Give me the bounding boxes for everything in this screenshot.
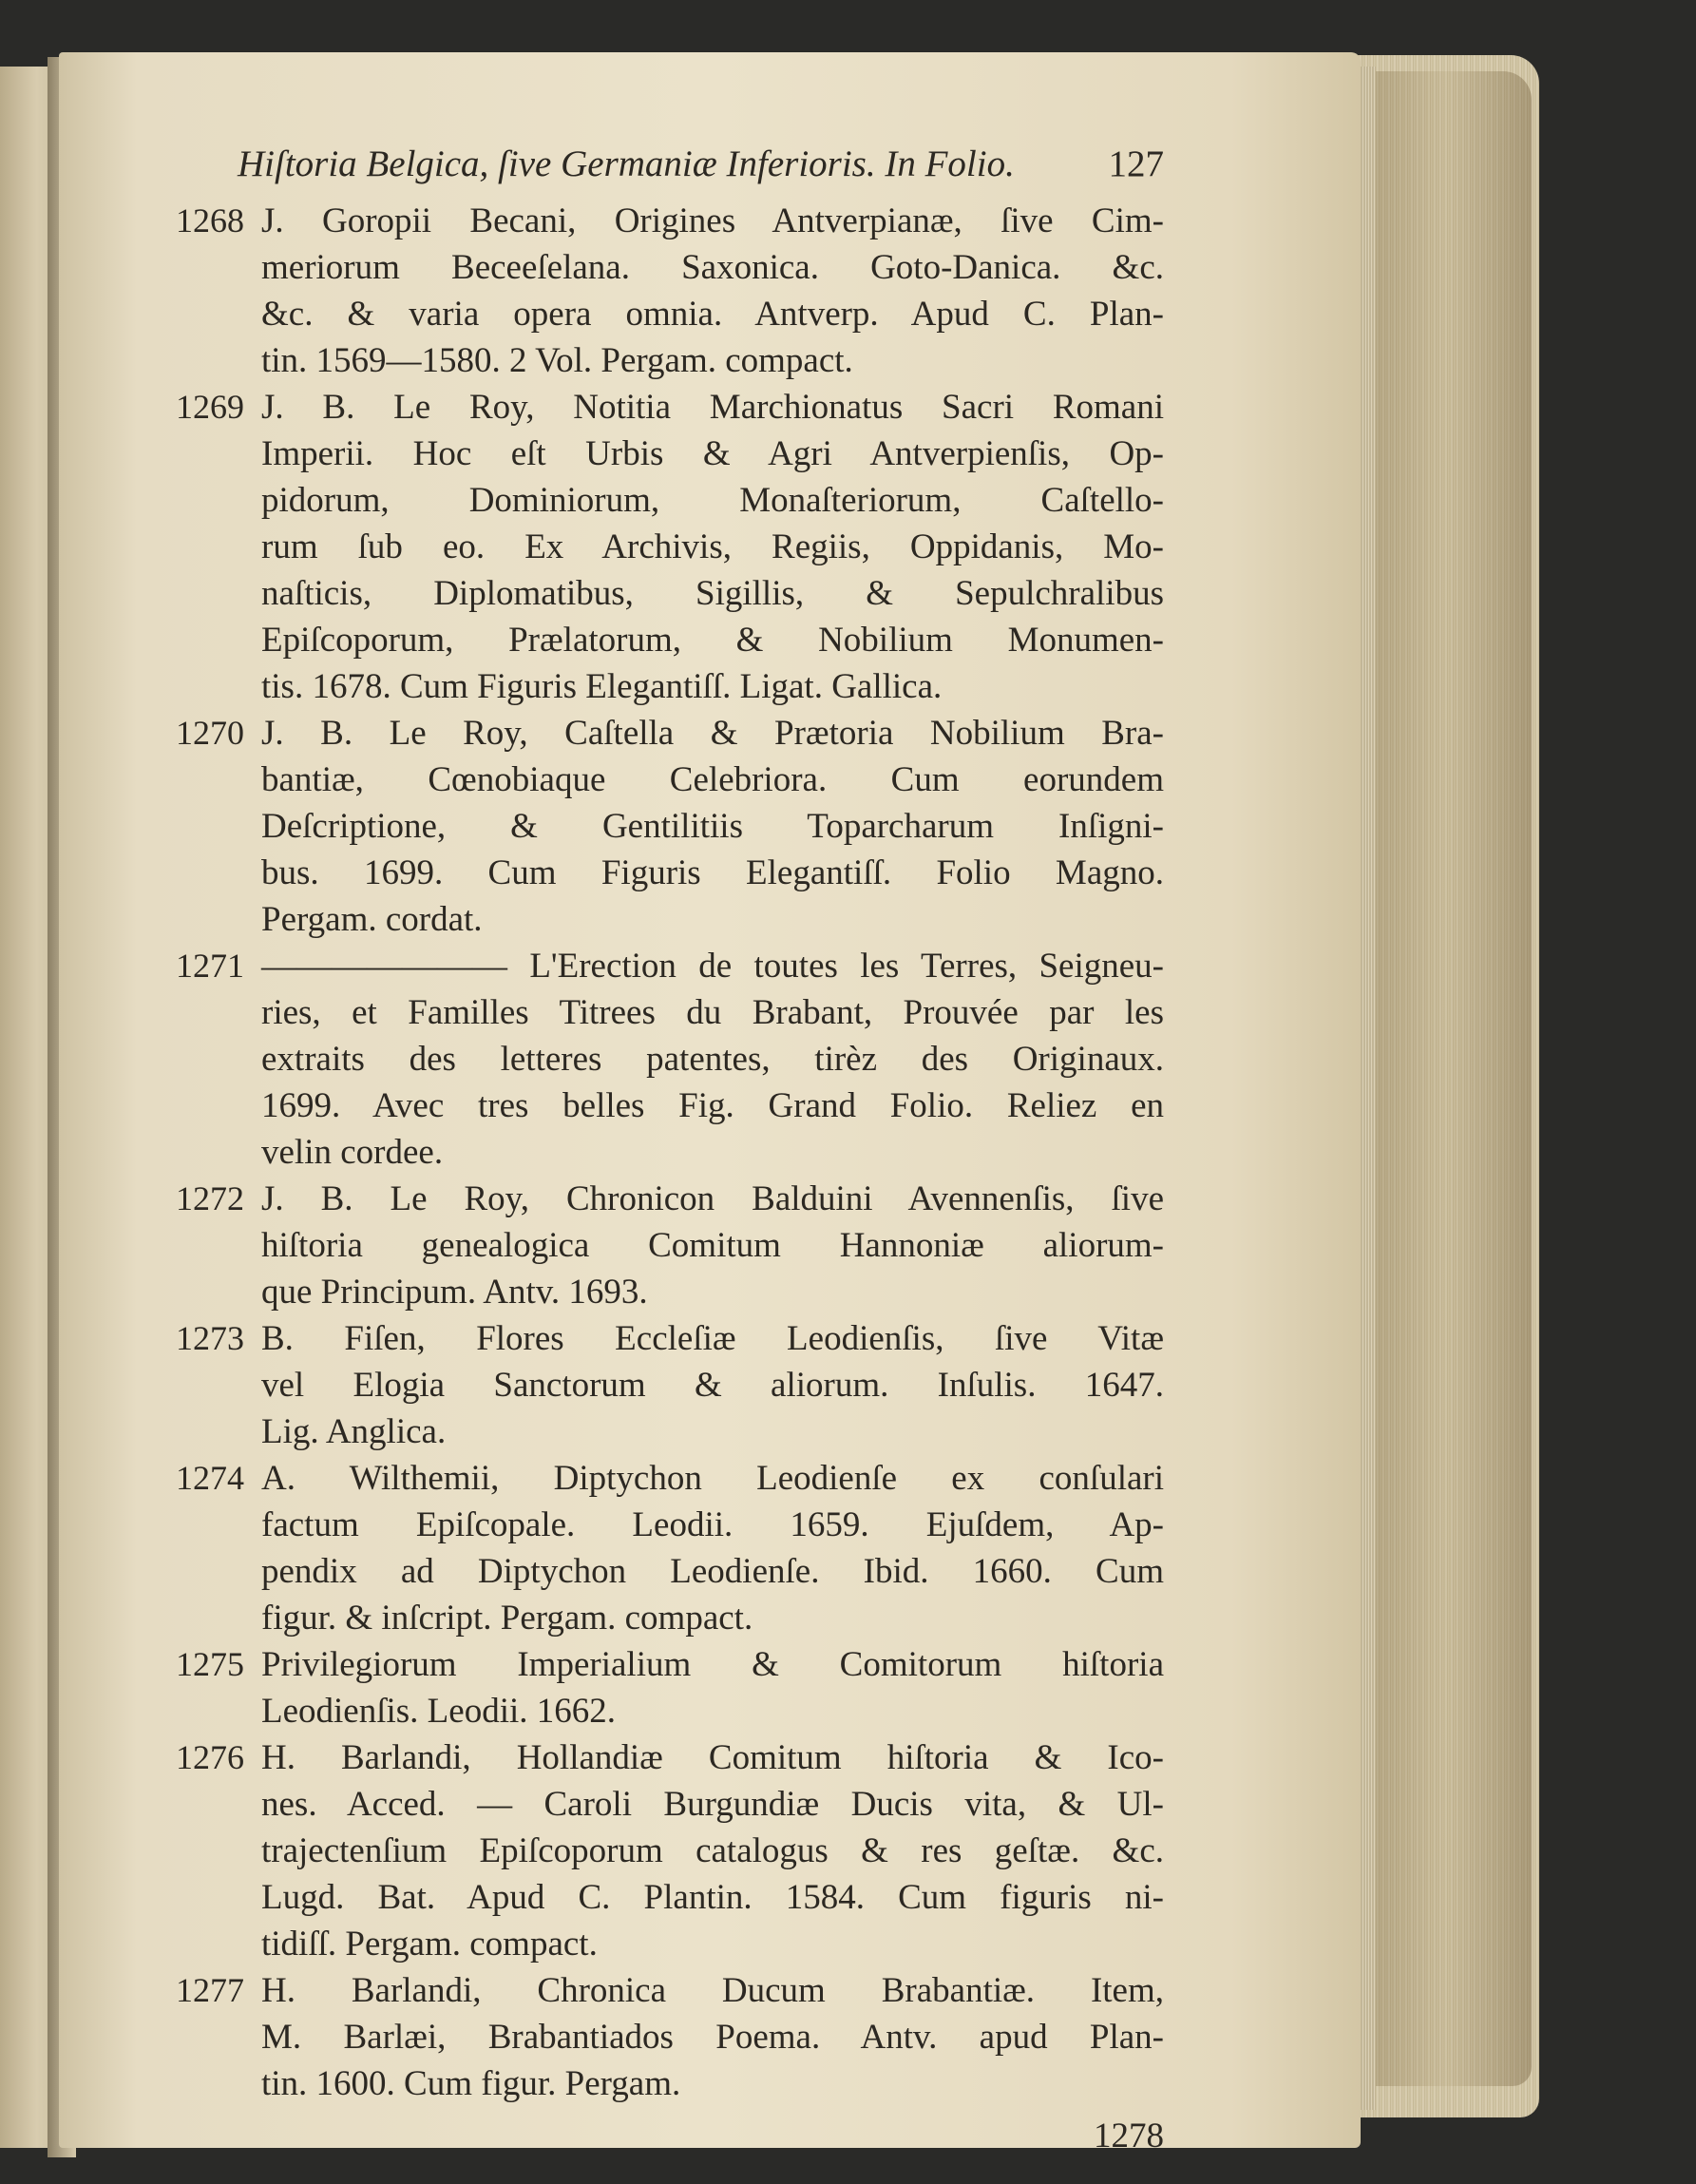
entry-line: tidiſſ. Pergam. compact. — [261, 1925, 598, 1964]
entry-line: Lig. Anglica. — [261, 1412, 447, 1451]
entry-line: hiſtoria genealogica Comitum Hannoniæ aliorum- — [261, 1226, 1164, 1265]
entry-line: tin. 1600. Cum figur. Pergam. — [261, 2064, 681, 2103]
entry-line: J. B. Le Roy, Caſtella & Prætoria Nobilium Bra- — [261, 714, 1164, 753]
entry-line: Deſcriptione, & Gentilitiis Toparcharum Inſigni- — [261, 807, 1164, 846]
entry-line: tin. 1569—1580. 2 Vol. Pergam. compact. — [261, 341, 853, 380]
entry-line: &c. & varia opera omnia. Antverp. Apud C. Plan- — [261, 295, 1164, 334]
entry-line: figur. & inſcript. Pergam. compact. — [261, 1599, 753, 1638]
entry-line: Privilegiorum Imperialium & Comitorum hiſtoria — [261, 1645, 1164, 1684]
entry-line: Leodienſis. Leodii. 1662. — [261, 1692, 617, 1731]
entry-line: meriorum Beceeſelana. Saxonica. Goto-Danica. &c. — [261, 248, 1164, 287]
entry-line: 1699. Avec tres belles Fig. Grand Folio. Reliez en — [261, 1086, 1164, 1125]
catalogue-entry — [176, 943, 1164, 1176]
catchword: 1278 — [1094, 2117, 1164, 2155]
entry-line: Pergam. cordat. — [261, 900, 483, 939]
entry-line: pendix ad Diptychon Leodienſe. Ibid. 1660. Cum — [261, 1552, 1164, 1591]
entry-line: Imperii. Hoc eſt Urbis & Agri Antverpienſis, Op- — [261, 434, 1164, 473]
entry-line: J. B. Le Roy, Notitia Marchionatus Sacri Romani — [261, 388, 1164, 427]
entry-line: bantiæ, Cœnobiaque Celebriora. Cum eorundem — [261, 760, 1164, 799]
entry-line: bus. 1699. Cum Figuris Elegantiſſ. Folio Magno. — [261, 853, 1164, 892]
entry-number: 1276 — [176, 1738, 244, 1776]
entry-line: vel Elogia Sanctorum & aliorum. Inſulis. 1647. — [261, 1366, 1164, 1405]
page-number: 127 — [1108, 144, 1164, 184]
entry-line: rum ſub eo. Ex Archivis, Regiis, Oppidanis, Mo- — [261, 527, 1164, 566]
catalogue-entry — [176, 1455, 1164, 1641]
entry-line: A. Wilthemii, Diptychon Leodienſe ex conſulari — [261, 1459, 1164, 1498]
entry-number: 1270 — [176, 714, 244, 752]
entry-line: naſticis, Diplomatibus, Sigillis, & Sepulchralibus — [261, 574, 1164, 613]
entry-line: J. B. Le Roy, Chronicon Balduini Avennenſis, ſive — [261, 1179, 1164, 1218]
entry-line: tis. 1678. Cum Figuris Elegantiſſ. Ligat. Gallica. — [261, 667, 943, 706]
entry-line: pidorum, Dominiorum, Monaſteriorum, Caſtello- — [261, 481, 1164, 520]
entry-line: J. Goropii Becani, Origines Antverpianæ, ſive Cim- — [261, 201, 1164, 240]
entry-line: ries, et Familles Titrees du Brabant, Prouvée par les — [261, 993, 1164, 1032]
catalogue-entry — [176, 1176, 1164, 1315]
catalogue-entry — [176, 198, 1164, 384]
entry-number: 1271 — [176, 947, 244, 985]
entry-number: 1272 — [176, 1179, 244, 1217]
catalogue-entry — [176, 710, 1164, 943]
entry-line: B. Fiſen, Flores Eccleſiæ Leodienſis, ſive Vitæ — [261, 1319, 1164, 1358]
page-block-shadow — [1361, 71, 1532, 2086]
catalogue-entry — [176, 384, 1164, 710]
entry-line: ——————— L'Erection de toutes les Terres, Seigneu- — [261, 947, 1164, 986]
entry-line: que Principum. Antv. 1693. — [261, 1273, 648, 1312]
entry-number: 1277 — [176, 1971, 244, 2009]
running-head-title: Hiſtoria Belgica, ſive Germaniæ Inferioris. In Folio. — [238, 144, 1015, 184]
entry-number: 1273 — [176, 1319, 244, 1357]
running-head — [176, 143, 1164, 192]
entry-number: 1275 — [176, 1645, 244, 1683]
entry-line: Lugd. Bat. Apud C. Plantin. 1584. Cum figuris ni- — [261, 1878, 1164, 1917]
entry-line: M. Barlæi, Brabantiados Poema. Antv. apud Plan- — [261, 2018, 1164, 2057]
entry-number: 1274 — [176, 1459, 244, 1497]
entry-line: trajectenſium Epiſcoporum catalogus & res geſtæ. &c. — [261, 1831, 1164, 1870]
catalogue-entry — [176, 1641, 1164, 1734]
entry-line: H. Barlandi, Hollandiæ Comitum hiſtoria & Ico- — [261, 1738, 1164, 1777]
entry-line: factum Epiſcopale. Leodii. 1659. Ejuſdem, Ap- — [261, 1505, 1164, 1544]
entry-line: nes. Acced. — Caroli Burgundiæ Ducis vita, & Ul- — [261, 1785, 1164, 1824]
entry-line: extraits des letteres patentes, tirèz des Originaux. — [261, 1040, 1164, 1079]
entry-line: H. Barlandi, Chronica Ducum Brabantiæ. Item, — [261, 1971, 1164, 2010]
page-text-block — [176, 143, 1164, 2155]
catalogue-entry — [176, 1734, 1164, 1967]
catalogue-entries — [176, 198, 1164, 2107]
entry-line: velin cordee. — [261, 1133, 444, 1172]
entry-line: Epiſcoporum, Prælatorum, & Nobilium Monumen- — [261, 621, 1164, 660]
entry-number: 1268 — [176, 201, 244, 239]
catalogue-entry — [176, 1315, 1164, 1455]
entry-number: 1269 — [176, 388, 244, 426]
catalogue-entry — [176, 1967, 1164, 2107]
